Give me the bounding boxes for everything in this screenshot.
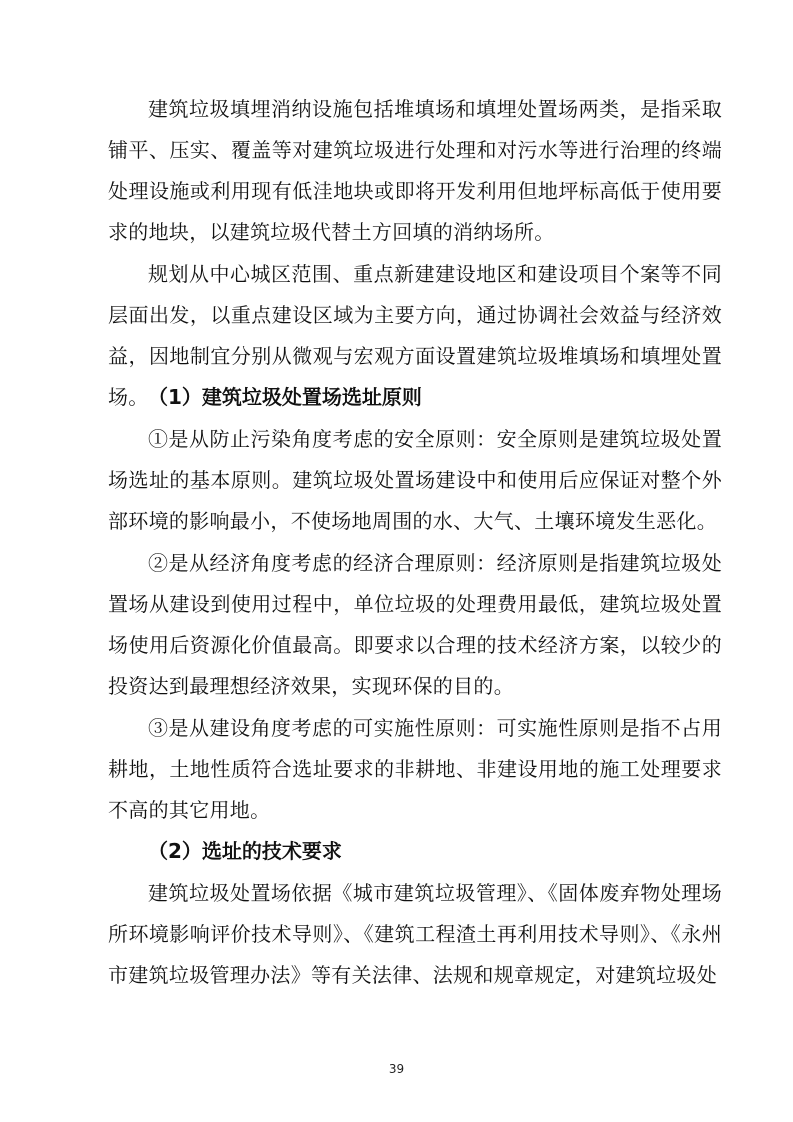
paragraph-planning-approach: 规划从中心城区范围、重点新建建设地区和建设项目个案等不同层面出发，以重点建设区域为主要方向，通过协调社会效益与经济效益，因地制宜分别从微观与宏观方面设置建筑垃圾堆填场和填埋处置场。	[108, 262, 722, 409]
page-number: 39	[388, 1062, 405, 1076]
heading-technical-requirements: （2）选址的技术要求	[148, 839, 342, 863]
paragraph-landfill-definition: 建筑垃圾填埋消纳设施包括堆填场和填埋处置场两类，是指采取铺平、压实、覆盖等对建筑垃圾进行处理和对污水等进行治理的终端处理设施或利用现有低洼地块或即将开发利用但地坪标高低于使用要求的地块，以建筑垃圾代替土方回填的消纳场所。	[108, 97, 722, 244]
paragraph-safety-principle: ①是从防止污染角度考虑的安全原则：安全原则是建筑垃圾处置场选址的基本原则。建筑垃圾处置场建设中和使用后应保证对整个外部环境的影响最小，不使场地周围的水、大气、土壤环境发生恶化。	[108, 427, 722, 533]
heading-site-selection-principles: （1）建筑垃圾处置场选址原则	[148, 385, 422, 409]
paragraph-economic-principle: ②是从经济角度考虑的经济合理原则：经济原则是指建筑垃圾处置场从建设到使用过程中，单位垃圾的处理费用最低，建筑垃圾处置场使用后资源化价值最高。即要求以合理的技术经济方案，以较少的投资达到最理想经济效果，实现环保的目的。	[108, 551, 722, 698]
paragraph-feasibility-principle: ③是从建设角度考虑的可实施性原则：可实施性原则是指不占用耕地，土地性质符合选址要求的非耕地、非建设用地的施工处理要求不高的其它用地。	[108, 716, 722, 822]
paragraph-legal-basis: 建筑垃圾处置场依据《城市建筑垃圾管理》、《固体废弃物处理场所环境影响评价技术导则》、《建筑工程渣土再利用技术导则》、《永州市建筑垃圾管理办法》等有关法律、法规和规章规定，对建筑垃圾处	[108, 881, 722, 987]
